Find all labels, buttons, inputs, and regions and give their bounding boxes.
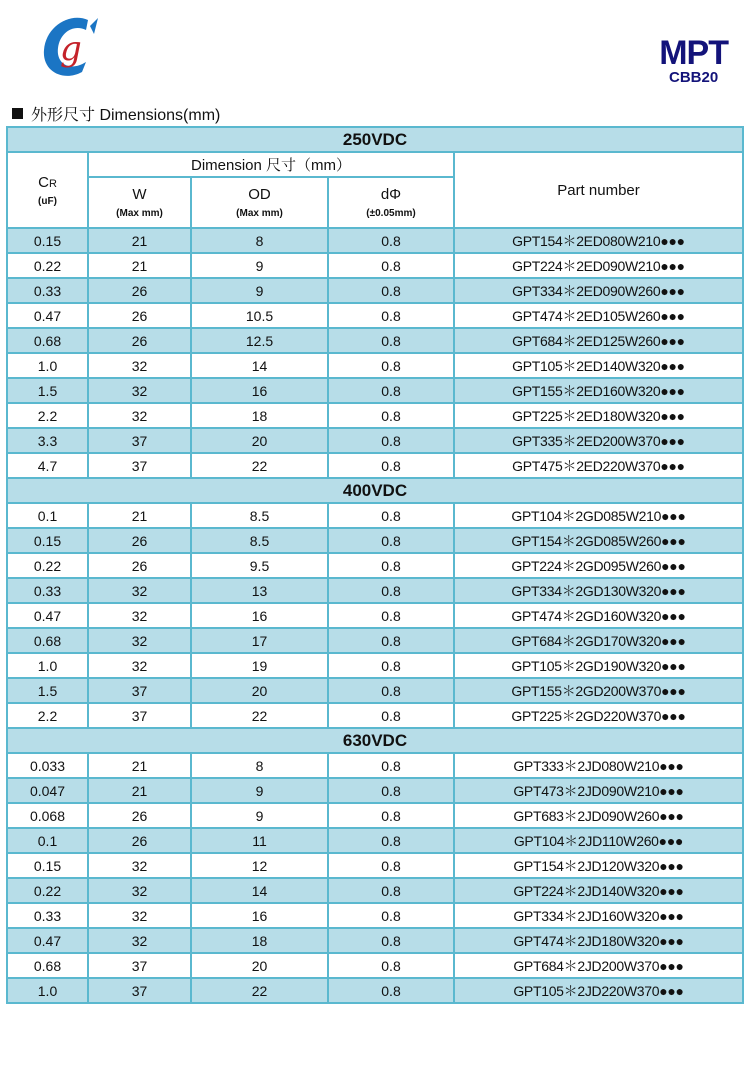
lead-diameter-cell: 0.8 — [328, 353, 454, 378]
lead-diameter-cell: 0.8 — [328, 628, 454, 653]
capacitance-cell: 2.2 — [7, 703, 88, 728]
outer-diameter-cell: 22 — [191, 978, 328, 1003]
outer-diameter-cell: 9 — [191, 253, 328, 278]
part-number-cell: GPT683＊2JD090W260●●● — [454, 803, 743, 828]
capacitance-cell: 0.033 — [7, 753, 88, 778]
part-number-cell: GPT105＊2JD220W370●●● — [454, 978, 743, 1003]
capacitance-cell: 0.68 — [7, 328, 88, 353]
table-row — [7, 528, 743, 553]
capacitance-cell: 0.15 — [7, 853, 88, 878]
width-cell: 32 — [88, 378, 191, 403]
width-cell: 26 — [88, 328, 191, 353]
outer-diameter-cell: 18 — [191, 928, 328, 953]
width-cell: 32 — [88, 903, 191, 928]
table-row — [7, 628, 743, 653]
lead-diameter-cell: 0.8 — [328, 528, 454, 553]
lead-diameter-cell: 0.8 — [328, 278, 454, 303]
voltage-band — [7, 728, 743, 753]
lead-diameter-cell: 0.8 — [328, 953, 454, 978]
lead-diameter-cell: 0.8 — [328, 828, 454, 853]
part-number-cell: GPT225＊2ED180W320●●● — [454, 403, 743, 428]
width-cell: 32 — [88, 928, 191, 953]
capacitance-cell: 0.68 — [7, 628, 88, 653]
table-row — [7, 303, 743, 328]
outer-diameter-cell: 18 — [191, 403, 328, 428]
width-cell: 21 — [88, 228, 191, 253]
part-number-cell: GPT154＊2ED080W210●●● — [454, 228, 743, 253]
capacitance-cell: 1.0 — [7, 653, 88, 678]
capacitance-cell: 0.22 — [7, 253, 88, 278]
table-row — [7, 503, 743, 528]
width-cell: 21 — [88, 778, 191, 803]
company-logo — [40, 14, 102, 80]
capacitance-cell: 0.15 — [7, 528, 88, 553]
lead-diameter-cell: 0.8 — [328, 803, 454, 828]
width-cell: 37 — [88, 453, 191, 478]
part-number-header: Part number — [454, 152, 743, 228]
table-row — [7, 353, 743, 378]
outer-diameter-cell: 16 — [191, 378, 328, 403]
capacitance-cell: 3.3 — [7, 428, 88, 453]
width-cell: 37 — [88, 703, 191, 728]
table-row — [7, 778, 743, 803]
outer-diameter-cell: 8 — [191, 753, 328, 778]
outer-diameter-cell: 12.5 — [191, 328, 328, 353]
lead-diameter-cell: 0.8 — [328, 403, 454, 428]
outer-diameter-cell: 16 — [191, 903, 328, 928]
part-number-cell: GPT334＊2GD130W320●●● — [454, 578, 743, 603]
outer-diameter-cell: 9 — [191, 278, 328, 303]
table-row — [7, 903, 743, 928]
width-cell: 26 — [88, 828, 191, 853]
capacitance-cell: 0.068 — [7, 803, 88, 828]
table-row — [7, 878, 743, 903]
width-cell: 32 — [88, 628, 191, 653]
table-row — [7, 253, 743, 278]
outer-diameter-cell: 22 — [191, 453, 328, 478]
outer-diameter-cell: 9.5 — [191, 553, 328, 578]
width-cell: 37 — [88, 953, 191, 978]
d-header: dΦ (±0.05mm) — [328, 177, 454, 228]
table-row — [7, 828, 743, 853]
table-row — [7, 703, 743, 728]
part-number-cell: GPT474＊2GD160W320●●● — [454, 603, 743, 628]
capacitance-cell: 0.1 — [7, 828, 88, 853]
voltage-label: 400VDC — [7, 478, 743, 503]
capacitance-cell: 0.47 — [7, 603, 88, 628]
cr-header: CR (uF) — [7, 152, 88, 228]
width-cell: 32 — [88, 578, 191, 603]
lead-diameter-cell: 0.8 — [328, 903, 454, 928]
table-row — [7, 403, 743, 428]
width-cell: 37 — [88, 428, 191, 453]
lead-diameter-cell: 0.8 — [328, 453, 454, 478]
lead-diameter-cell: 0.8 — [328, 753, 454, 778]
part-number-cell: GPT475＊2ED220W370●●● — [454, 453, 743, 478]
capacitance-cell: 1.5 — [7, 678, 88, 703]
outer-diameter-cell: 22 — [191, 703, 328, 728]
outer-diameter-cell: 8.5 — [191, 528, 328, 553]
capacitance-cell: 0.33 — [7, 278, 88, 303]
part-number-cell: GPT105＊2GD190W320●●● — [454, 653, 743, 678]
lead-diameter-cell: 0.8 — [328, 253, 454, 278]
lead-diameter-cell: 0.8 — [328, 428, 454, 453]
width-cell: 32 — [88, 653, 191, 678]
lead-diameter-cell: 0.8 — [328, 978, 454, 1003]
part-number-cell: GPT684＊2ED125W260●●● — [454, 328, 743, 353]
table-row — [7, 453, 743, 478]
part-number-cell: GPT335＊2ED200W370●●● — [454, 428, 743, 453]
lead-diameter-cell: 0.8 — [328, 603, 454, 628]
part-number-cell: GPT225＊2GD220W370●●● — [454, 703, 743, 728]
lead-diameter-cell: 0.8 — [328, 853, 454, 878]
capacitance-cell: 0.15 — [7, 228, 88, 253]
capacitance-cell: 0.22 — [7, 553, 88, 578]
width-cell: 32 — [88, 853, 191, 878]
table-row — [7, 928, 743, 953]
dimension-header: Dimension 尺寸（mm） — [88, 152, 454, 177]
part-number-cell: GPT473＊2JD090W210●●● — [454, 778, 743, 803]
outer-diameter-cell: 11 — [191, 828, 328, 853]
width-cell: 26 — [88, 553, 191, 578]
width-cell: 26 — [88, 303, 191, 328]
part-number-cell: GPT333＊2JD080W210●●● — [454, 753, 743, 778]
width-cell: 37 — [88, 978, 191, 1003]
table-row — [7, 553, 743, 578]
outer-diameter-cell: 20 — [191, 428, 328, 453]
outer-diameter-cell: 8 — [191, 228, 328, 253]
table-row — [7, 578, 743, 603]
width-cell: 32 — [88, 603, 191, 628]
width-cell: 32 — [88, 353, 191, 378]
part-number-cell: GPT155＊2GD200W370●●● — [454, 678, 743, 703]
lead-diameter-cell: 0.8 — [328, 928, 454, 953]
w-header: W (Max mm) — [88, 177, 191, 228]
table-row — [7, 853, 743, 878]
series-name: CBB20 — [669, 69, 719, 86]
od-header: OD (Max mm) — [191, 177, 328, 228]
capacitance-cell: 0.33 — [7, 903, 88, 928]
outer-diameter-cell: 9 — [191, 803, 328, 828]
part-number-cell: GPT334＊2ED090W260●●● — [454, 278, 743, 303]
brand-block — [659, 36, 728, 86]
width-cell: 32 — [88, 403, 191, 428]
outer-diameter-cell: 14 — [191, 878, 328, 903]
part-number-cell: GPT684＊2JD200W370●●● — [454, 953, 743, 978]
svg-text:g: g — [60, 29, 82, 69]
capacitance-cell: 0.22 — [7, 878, 88, 903]
width-cell: 26 — [88, 803, 191, 828]
part-number-cell: GPT224＊2GD095W260●●● — [454, 553, 743, 578]
outer-diameter-cell: 16 — [191, 603, 328, 628]
table-row — [7, 753, 743, 778]
width-cell: 26 — [88, 528, 191, 553]
part-number-cell: GPT684＊2GD170W320●●● — [454, 628, 743, 653]
width-cell: 21 — [88, 253, 191, 278]
section-title — [12, 102, 220, 125]
width-cell: 37 — [88, 678, 191, 703]
part-number-cell: GPT155＊2ED160W320●●● — [454, 378, 743, 403]
voltage-band — [7, 478, 743, 503]
voltage-band — [7, 127, 743, 152]
dimensions-table — [6, 126, 744, 1004]
lead-diameter-cell: 0.8 — [328, 878, 454, 903]
width-cell: 21 — [88, 503, 191, 528]
table-row — [7, 653, 743, 678]
table-row — [7, 228, 743, 253]
table-row — [7, 278, 743, 303]
capacitance-cell: 0.047 — [7, 778, 88, 803]
lead-diameter-cell: 0.8 — [328, 678, 454, 703]
capacitance-cell: 0.47 — [7, 928, 88, 953]
part-number-cell: GPT224＊2JD140W320●●● — [454, 878, 743, 903]
lead-diameter-cell: 0.8 — [328, 703, 454, 728]
part-number-cell: GPT104＊2GD085W210●●● — [454, 503, 743, 528]
capacitance-cell: 0.1 — [7, 503, 88, 528]
capacitance-cell: 0.33 — [7, 578, 88, 603]
outer-diameter-cell: 13 — [191, 578, 328, 603]
capacitance-cell: 0.68 — [7, 953, 88, 978]
part-number-cell: GPT334＊2JD160W320●●● — [454, 903, 743, 928]
square-bullet-icon — [12, 108, 23, 119]
part-number-cell: GPT224＊2ED090W210●●● — [454, 253, 743, 278]
width-cell: 26 — [88, 278, 191, 303]
part-number-cell: GPT154＊2JD120W320●●● — [454, 853, 743, 878]
outer-diameter-cell: 14 — [191, 353, 328, 378]
voltage-label: 250VDC — [7, 127, 743, 152]
lead-diameter-cell: 0.8 — [328, 503, 454, 528]
outer-diameter-cell: 20 — [191, 678, 328, 703]
capacitance-cell: 2.2 — [7, 403, 88, 428]
section-title-text: 外形尺寸 Dimensions(mm) — [31, 107, 221, 124]
capacitance-cell: 1.0 — [7, 978, 88, 1003]
capacitance-cell: 1.5 — [7, 378, 88, 403]
table-row — [7, 328, 743, 353]
outer-diameter-cell: 20 — [191, 953, 328, 978]
width-cell: 32 — [88, 878, 191, 903]
lead-diameter-cell: 0.8 — [328, 228, 454, 253]
outer-diameter-cell: 17 — [191, 628, 328, 653]
outer-diameter-cell: 9 — [191, 778, 328, 803]
table-row — [7, 803, 743, 828]
lead-diameter-cell: 0.8 — [328, 378, 454, 403]
table-row — [7, 378, 743, 403]
part-number-cell: GPT154＊2GD085W260●●● — [454, 528, 743, 553]
table-row — [7, 978, 743, 1003]
outer-diameter-cell: 12 — [191, 853, 328, 878]
outer-diameter-cell: 8.5 — [191, 503, 328, 528]
table-row — [7, 953, 743, 978]
part-number-cell: GPT104＊2JD110W260●●● — [454, 828, 743, 853]
lead-diameter-cell: 0.8 — [328, 778, 454, 803]
brand-name: MPT — [659, 34, 728, 72]
table-row — [7, 428, 743, 453]
outer-diameter-cell: 19 — [191, 653, 328, 678]
width-cell: 21 — [88, 753, 191, 778]
lead-diameter-cell: 0.8 — [328, 578, 454, 603]
outer-diameter-cell: 10.5 — [191, 303, 328, 328]
lead-diameter-cell: 0.8 — [328, 653, 454, 678]
voltage-label: 630VDC — [7, 728, 743, 753]
capacitance-cell: 1.0 — [7, 353, 88, 378]
part-number-cell: GPT105＊2ED140W320●●● — [454, 353, 743, 378]
lead-diameter-cell: 0.8 — [328, 328, 454, 353]
table-row — [7, 678, 743, 703]
part-number-cell: GPT474＊2ED105W260●●● — [454, 303, 743, 328]
part-number-cell: GPT474＊2JD180W320●●● — [454, 928, 743, 953]
capacitance-cell: 4.7 — [7, 453, 88, 478]
lead-diameter-cell: 0.8 — [328, 303, 454, 328]
capacitance-cell: 0.47 — [7, 303, 88, 328]
lead-diameter-cell: 0.8 — [328, 553, 454, 578]
table-row — [7, 603, 743, 628]
